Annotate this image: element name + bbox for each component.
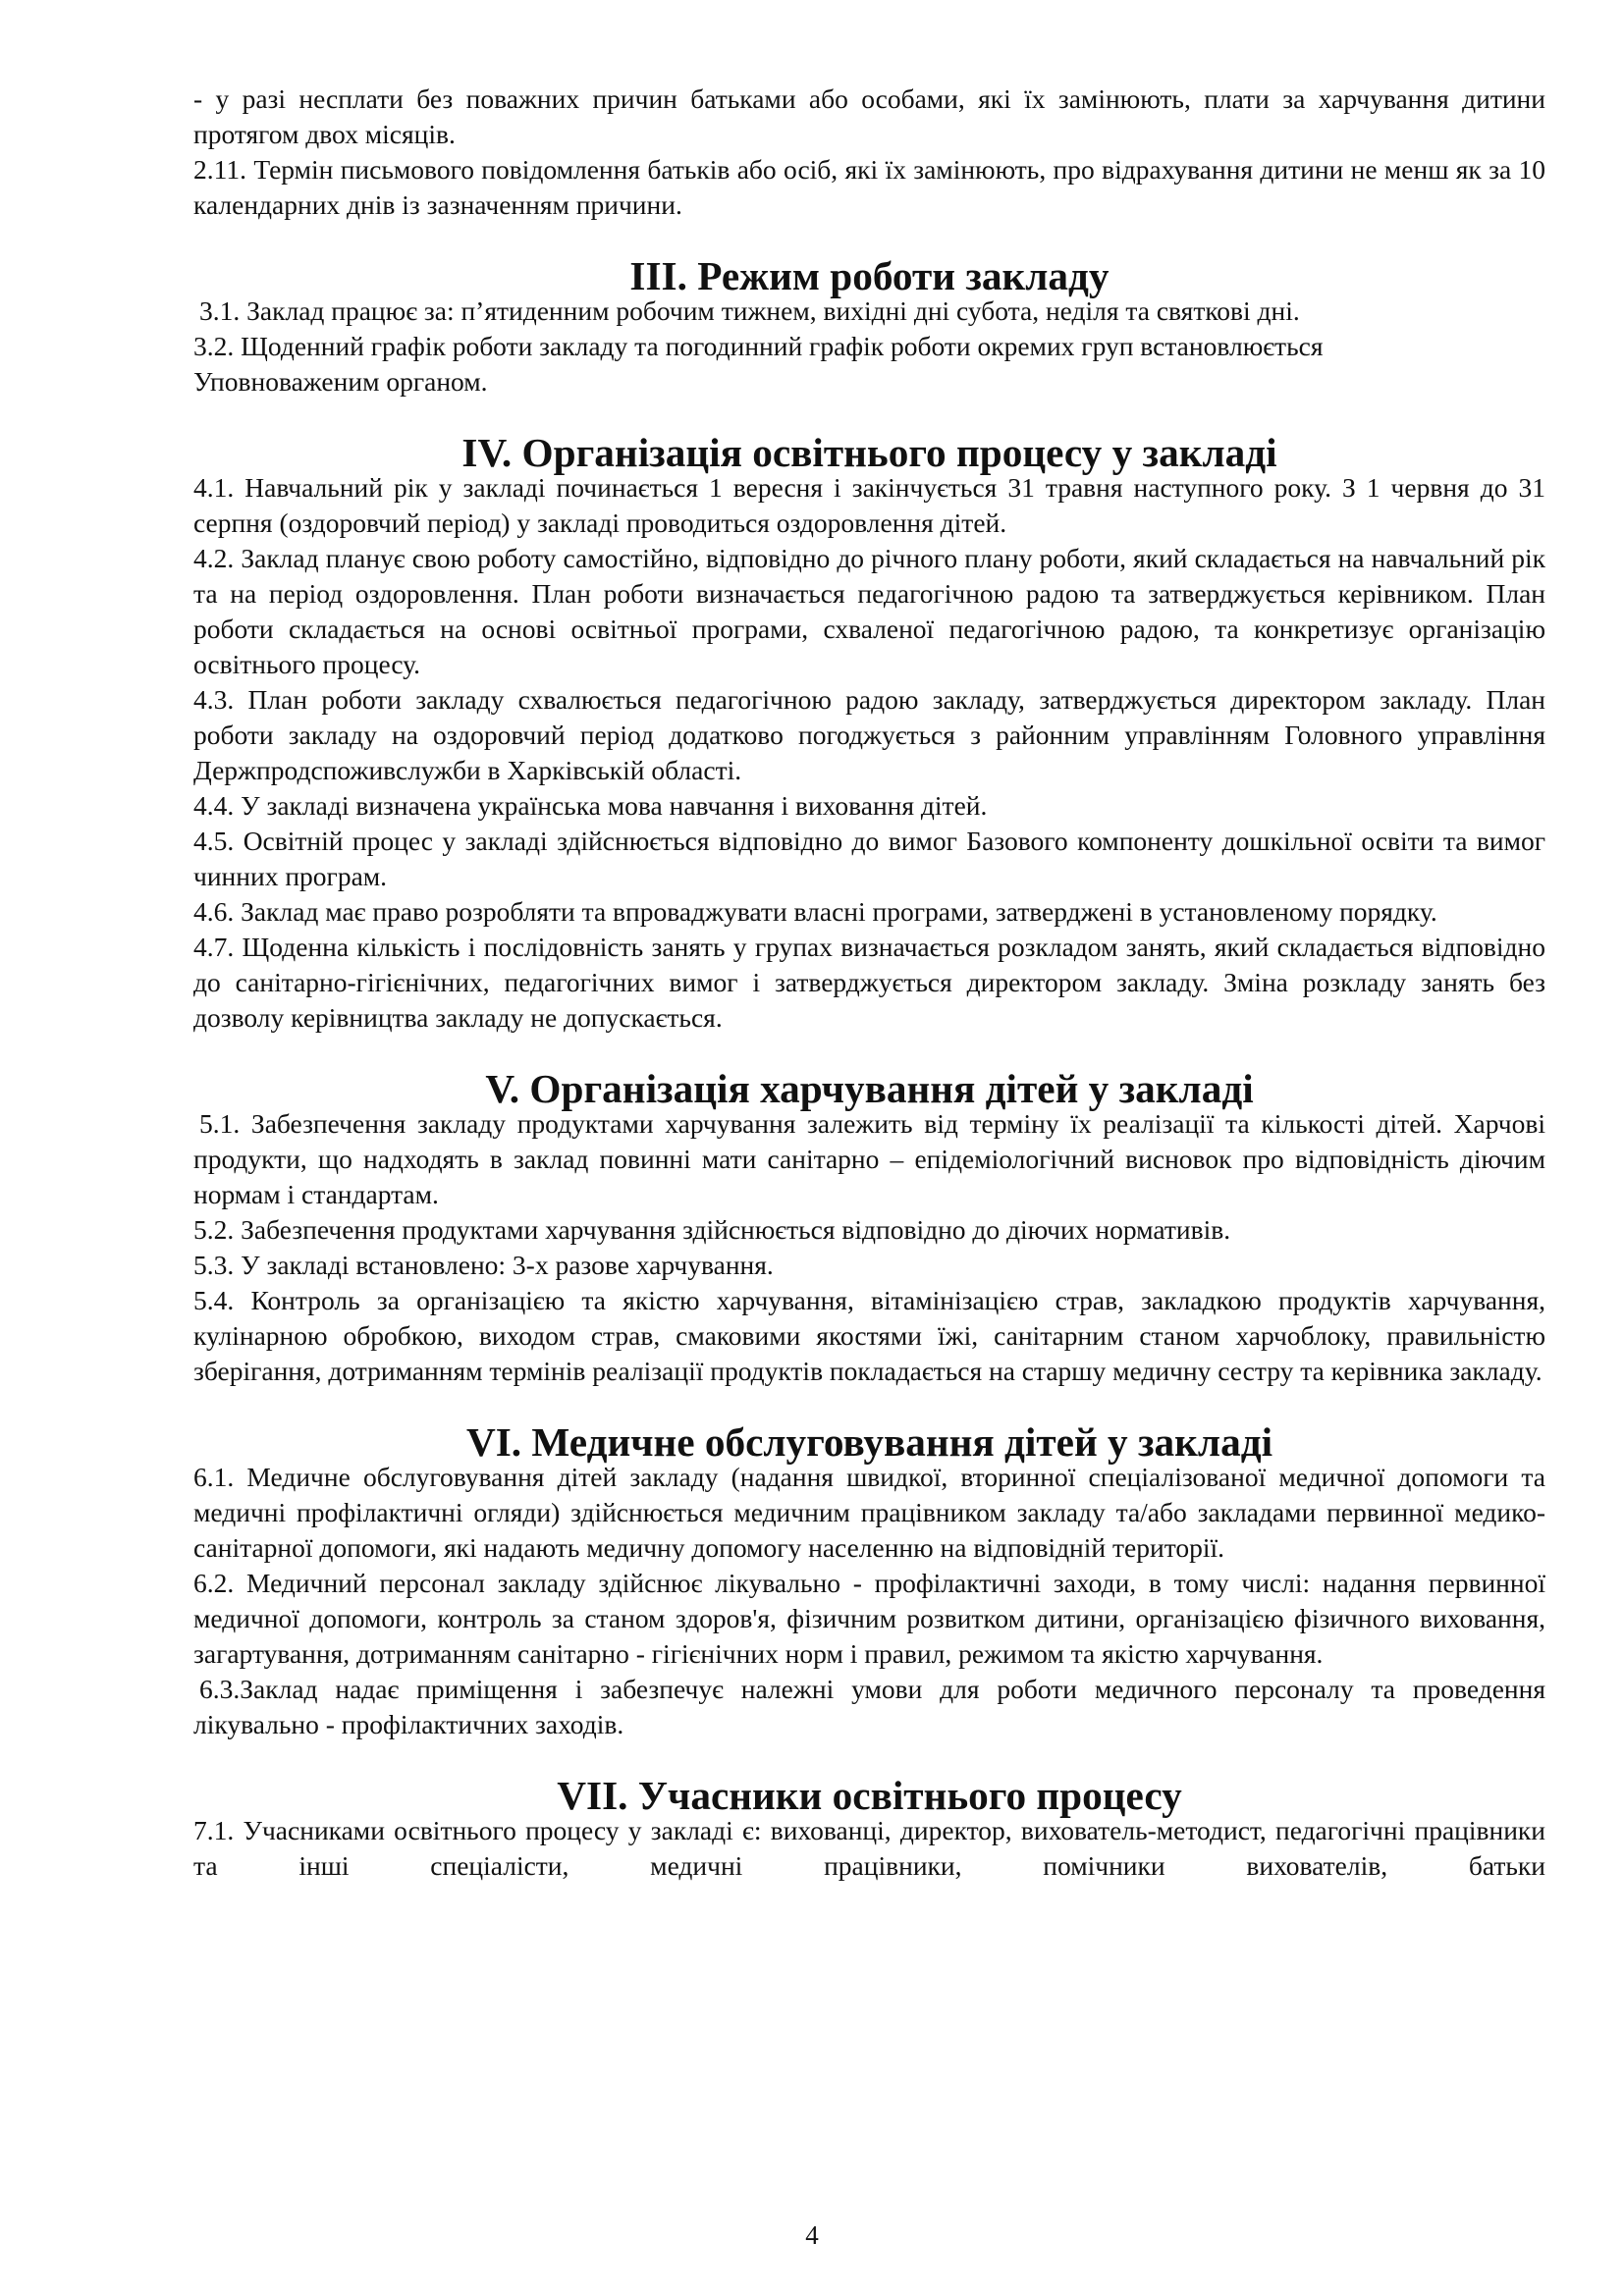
paragraph-3-1: 3.1. Заклад працює за: п’ятиденним робочим тижнем, вихідні дні субота, неділя та святкові дні. (199, 295, 1300, 326)
section-heading: VI. Медичне обслуговування дітей у закладі (465, 1419, 1273, 1465)
section-heading: VII. Учасники освітнього процесу (557, 1773, 1182, 1818)
document-page (193, 81, 1545, 1884)
intro-paragraph-unpaid-meals: - у разі несплати без поважних причин батьками або особами, які їх замінюють, плати за харчування дитини протягом двох місяців. (193, 83, 1545, 149)
paragraph-3-2: 3.2. Щоденний графік роботи закладу та погодинний графік роботи окремих груп встановлюється Уповноваженим органом. (193, 331, 1324, 397)
paragraph-4-6: 4.6. Заклад має право розробляти та впроваджувати власні програми, затверджені в установленому порядку. (193, 896, 1437, 927)
paragraph-4-4: 4.4. У закладі визначена українська мова навчання і виховання дітей. (193, 790, 988, 821)
section-work-schedule (193, 253, 1545, 400)
section-educational-process (193, 430, 1545, 1036)
paragraph-5-4: 5.4. Контроль за організацією та якістю харчування, вітамінізацією страв, закладкою продуктів харчування, кулінарною обробкою, виходом страв, смаковими якостями їжі, санітарним станом харчоблоку, правильністю зберігання, дотриманням термінів реалізації продуктів покладається на старшу медичну сестру та керівника закладу. (193, 1285, 1545, 1386)
section-medical-service (193, 1419, 1545, 1742)
section-participants (193, 1773, 1545, 1884)
paragraph-5-3: 5.3. У закладі встановлено: 3-х разове харчування. (193, 1250, 774, 1280)
intro-paragraph-2-11: 2.11. Термін письмового повідомлення батьків або осіб, які їх замінюють, про відрахування дитини не менш як за 10 календарних днів із зазначенням причини. (193, 154, 1545, 220)
paragraph-5-1: 5.1. Забезпечення закладу продуктами харчування залежить від терміну їх реалізації та кількості дітей. Харчові продукти, що надходять в заклад повинні мати санітарно – епідеміологічний висновок про відповідність діючим нормам і стандартам. (193, 1108, 1545, 1209)
paragraph-4-1: 4.1. Навчальний рік у закладі починається 1 вересня і закінчується 31 травня наступного року. З 1 червня до 31 серпня (оздоровчий період) у закладі проводиться оздоровлення дітей. (193, 472, 1545, 538)
paragraph-6-1: 6.1. Медичне обслуговування дітей закладу (надання швидкої, вторинної спеціалізованої медичної допомоги та медичні профілактичні огляди) здійснюється медичним працівником закладу та/або закладами первинної медико-санітарної допомоги, які надають медичну допомогу населенню на відповідній території. (193, 1462, 1545, 1563)
paragraph-7-1: 7.1. Учасниками освітнього процесу у закладі є: вихованці, директор, вихователь-методист, педагогічні працівники та інші спеціалісти, медичні працівники, помічники вихователів, батьки (193, 1815, 1545, 1881)
paragraph-6-2: 6.2. Медичний персонал закладу здійснює лікувально - профілактичні заходи, в тому числі: надання первинної медичної допомоги, контроль за станом здоров'я, фізичним розвитком дитини, організацією фізичного виховання, загартування, дотриманням санітарно - гігієнічних норм і правил, режимом та якістю харчування. (193, 1568, 1545, 1669)
paragraph-5-2: 5.2. Забезпечення продуктами харчування здійснюється відповідно до діючих нормативів. (193, 1214, 1231, 1245)
paragraph-6-3: 6.3.Заклад надає приміщення і забезпечує належні умови для роботи медичного персоналу та проведення лікувально - профілактичних заходів. (193, 1674, 1545, 1739)
paragraph-4-7: 4.7. Щоденна кількість і послідовність занять у групах визначається розкладом занять, який складається відповідно до санітарно-гігієнічних, педагогічних вимог і затверджується директором закладу. Зміна розкладу занять без дозволу керівництва закладу не допускається. (193, 932, 1545, 1033)
paragraph-4-2: 4.2. Заклад планує свою роботу самостійно, відповідно до річного плану роботи, який складається на навчальний рік та на період оздоровлення. План роботи визначається педагогічною радою та затверджується керівником. План роботи складається на основі освітньої програми, схваленої педагогічною радою, та конкретизує організацію освітнього процесу. (193, 543, 1545, 679)
section-heading: V. Організація харчування дітей у закладі (485, 1066, 1254, 1111)
section-nutrition (193, 1066, 1545, 1389)
section-heading: IV. Організація освітнього процесу у закладі (461, 430, 1277, 475)
section-heading: III. Режим роботи закладу (629, 253, 1110, 298)
paragraph-4-3: 4.3. План роботи закладу схвалюється педагогічною радою закладу, затверджується директором закладу. План роботи закладу на оздоровчий період додатково погоджується з районним управлінням Головного управління Держпродспоживслужби в Харківській області. (193, 684, 1545, 785)
paragraph-4-5: 4.5. Освітній процес у закладі здійснюється відповідно до вимог Базового компоненту дошкільної освіти та вимог чинних програм. (193, 826, 1545, 891)
page-number: 4 (805, 2220, 819, 2250)
